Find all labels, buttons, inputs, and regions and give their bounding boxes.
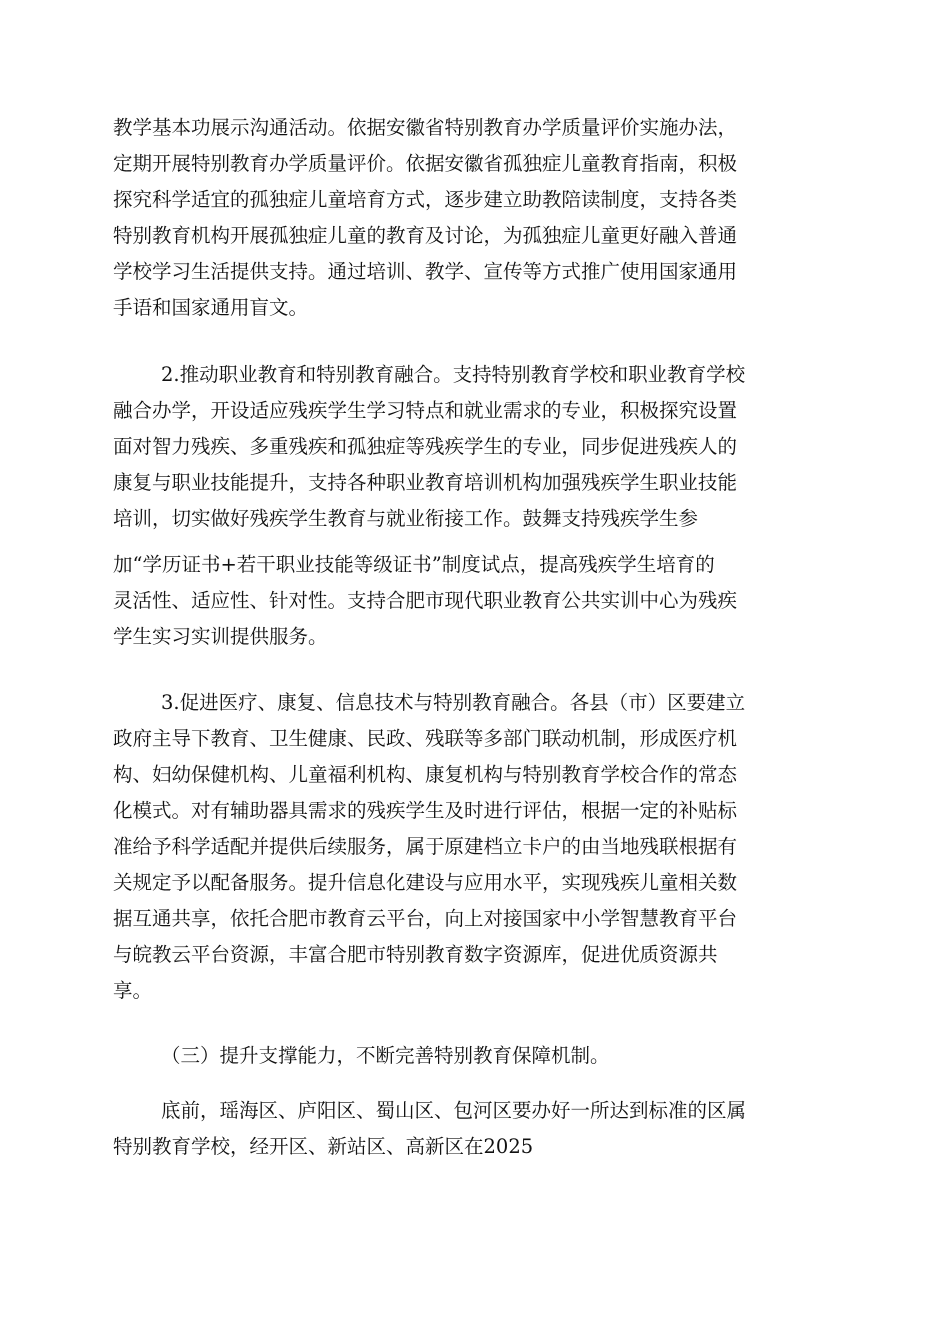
text-line: 底前，瑶海区、庐阳区、蜀山区、包河区要办好一所达到标准的区属 (161, 1099, 747, 1122)
text-line: 定期开展特别教育办学质量评价。依据安徽省孤独症儿童教育指南，积极 (113, 152, 738, 175)
text-line: 关规定予以配备服务。提升信息化建设与应用水平，实现残疾儿童相关数 (113, 871, 738, 894)
text-line: 灵活性、适应性、针对性。支持合肥市现代职业教育公共实训中心为残疾 (113, 589, 738, 612)
text-line: 康复与职业技能提升，支持各种职业教育培训机构加强残疾学生职业技能 (113, 471, 738, 494)
text-line: 构、妇幼保健机构、儿童福利机构、康复机构与特别教育学校合作的常态 (113, 763, 738, 786)
text-line: 面对智力残疾、多重残疾和孤独症等残疾学生的专业，同步促进残疾人的 (113, 435, 738, 458)
section-heading: （三）提升支撑能力，不断完善特别教育保障机制。 (161, 1044, 610, 1067)
text-line: 3.促进医疗、康复、信息技术与特别教育融合。各县（市）区要建立 (161, 691, 746, 714)
text-line: 融合办学，开设适应残疾学生学习特点和就业需求的专业，积极探究设置 (113, 399, 738, 422)
text-line: 特别教育学校，经开区、新站区、高新区在2025 (113, 1135, 534, 1158)
text-line: 学校学习生活提供支持。通过培训、教学、宣传等方式推广使用国家通用 (113, 260, 738, 283)
text-line: 手语和国家通用盲文。 (113, 296, 309, 319)
text-line: 享。 (113, 979, 153, 1002)
text-line: 加“学历证书+若干职业技能等级证书”制度试点，提高残疾学生培育的 (113, 553, 715, 576)
text-line: 学生实习实训提供服务。 (113, 625, 328, 648)
text-line: 教学基本功展示沟通活动。依据安徽省特别教育办学质量评价实施办法， (113, 116, 738, 139)
text-line: 与皖教云平台资源，丰富合肥市特别教育数字资源库，促进优质资源共 (113, 943, 718, 966)
text-line: 化模式。对有辅助器具需求的残疾学生及时进行评估，根据一定的补贴标 (113, 799, 738, 822)
text-line: 据互通共享，依托合肥市教育云平台，向上对接国家中小学智慧教育平台 (113, 907, 738, 930)
text-line: 培训，切实做好残疾学生教育与就业衔接工作。鼓舞支持残疾学生参 (113, 507, 699, 530)
text-line: 特别教育机构开展孤独症儿童的教育及讨论，为孤独症儿童更好融入普通 (113, 224, 738, 247)
text-line: 政府主导下教育、卫生健康、民政、残联等多部门联动机制，形成医疗机 (113, 727, 738, 750)
text-line: 探究科学适宜的孤独症儿童培育方式，逐步建立助教陪读制度，支持各类 (113, 188, 738, 211)
text-line: 2.推动职业教育和特别教育融合。支持特别教育学校和职业教育学校 (161, 363, 746, 386)
text-line: 准给予科学适配并提供后续服务，属于原建档立卡户的由当地残联根据有 (113, 835, 738, 858)
